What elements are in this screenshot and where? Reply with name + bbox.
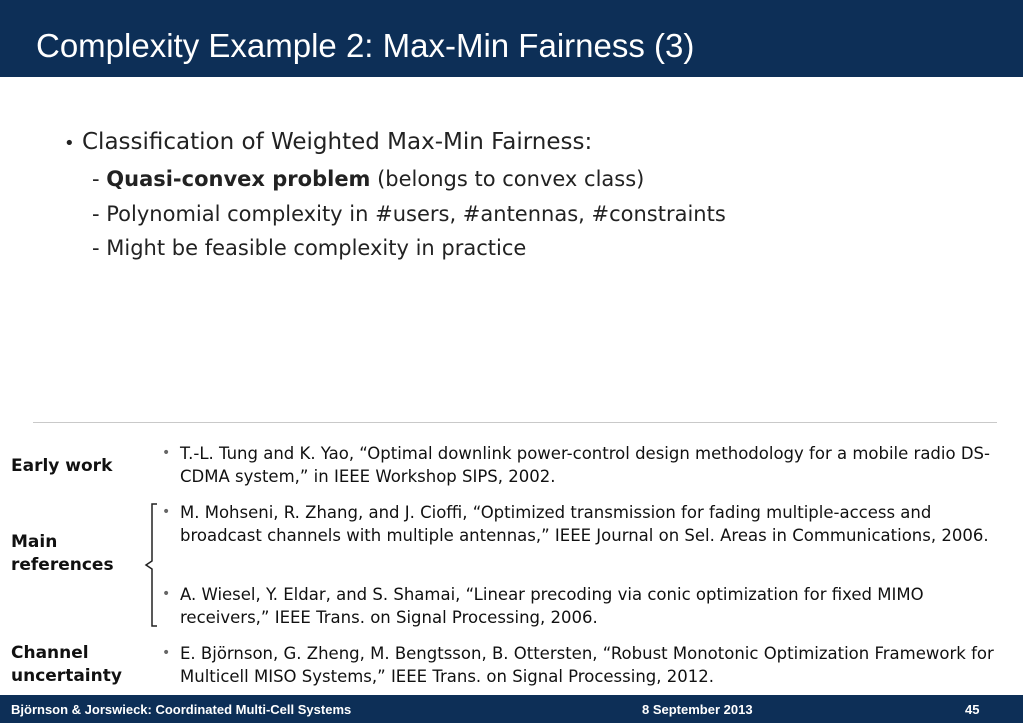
subpoint-text: Might be feasible complexity in practice [106, 236, 527, 260]
reference-item [162, 642, 1018, 688]
label-main-references: Main references [11, 532, 114, 575]
bullet-marker: • [64, 133, 75, 154]
subpoint-dash: - [92, 167, 100, 191]
subpoint-bold-term: Quasi-convex problem [106, 167, 371, 191]
footer-authors: Björnson & Jorswieck: Coordinated Multi-Cell Systems [11, 702, 352, 717]
reference-text: M. Mohseni, R. Zhang, and J. Cioffi, “Optimized transmission for fading multiple-access and broadcast channels with multiple antennas,” IEEE Journal on Sel. Areas in Communications, 2006. [180, 503, 989, 545]
subpoint-text: Polynomial complexity in #users, #antennas, #constraints [106, 202, 726, 226]
reference-bullet: • [162, 504, 171, 520]
main-bullet-text: Classification of Weighted Max-Min Fairness: [82, 129, 593, 155]
reference-text: E. Björnson, G. Zheng, M. Bengtsson, B. Ottersten, “Robust Monotonic Optimization Framework for Multicell MISO Systems,” IEEE Trans. on Signal Processing, 2012. [180, 644, 994, 686]
footer-date: 8 September 2013 [642, 702, 753, 717]
footer-page-number: 45 [965, 702, 980, 717]
divider-line [33, 422, 997, 423]
reference-item [162, 501, 1018, 547]
reference-bullet: • [162, 586, 171, 602]
reference-item [162, 583, 1018, 629]
subpoint-polynomial [92, 199, 726, 229]
reference-bullet: • [162, 445, 171, 461]
subpoint-dash: - [92, 236, 100, 260]
subpoint-quasi-convex [92, 164, 644, 194]
subpoint-text: (belongs to convex class) [370, 167, 645, 191]
main-bullet [64, 126, 592, 160]
footer-bar [0, 695, 1023, 723]
label-channel-uncertainty: Channel uncertainty [11, 643, 122, 686]
reference-item [162, 442, 1018, 488]
subpoint-feasible [92, 233, 526, 263]
bracket-brace-icon [140, 503, 160, 627]
slide-title: Complexity Example 2: Max-Min Fairness (3) [36, 27, 695, 64]
label-early-work: Early work [11, 456, 113, 476]
reference-text: A. Wiesel, Y. Eldar, and S. Shamai, “Linear precoding via conic optimization for fixed MIMO receivers,” IEEE Trans. on Signal Processing, 2006. [180, 585, 924, 627]
subpoint-dash: - [92, 202, 100, 226]
reference-bullet: • [162, 645, 171, 661]
reference-text: T.-L. Tung and K. Yao, “Optimal downlink power-control design methodology for a mobile radio DS-CDMA system,” in IEEE Workshop SIPS, 2002. [180, 444, 990, 486]
